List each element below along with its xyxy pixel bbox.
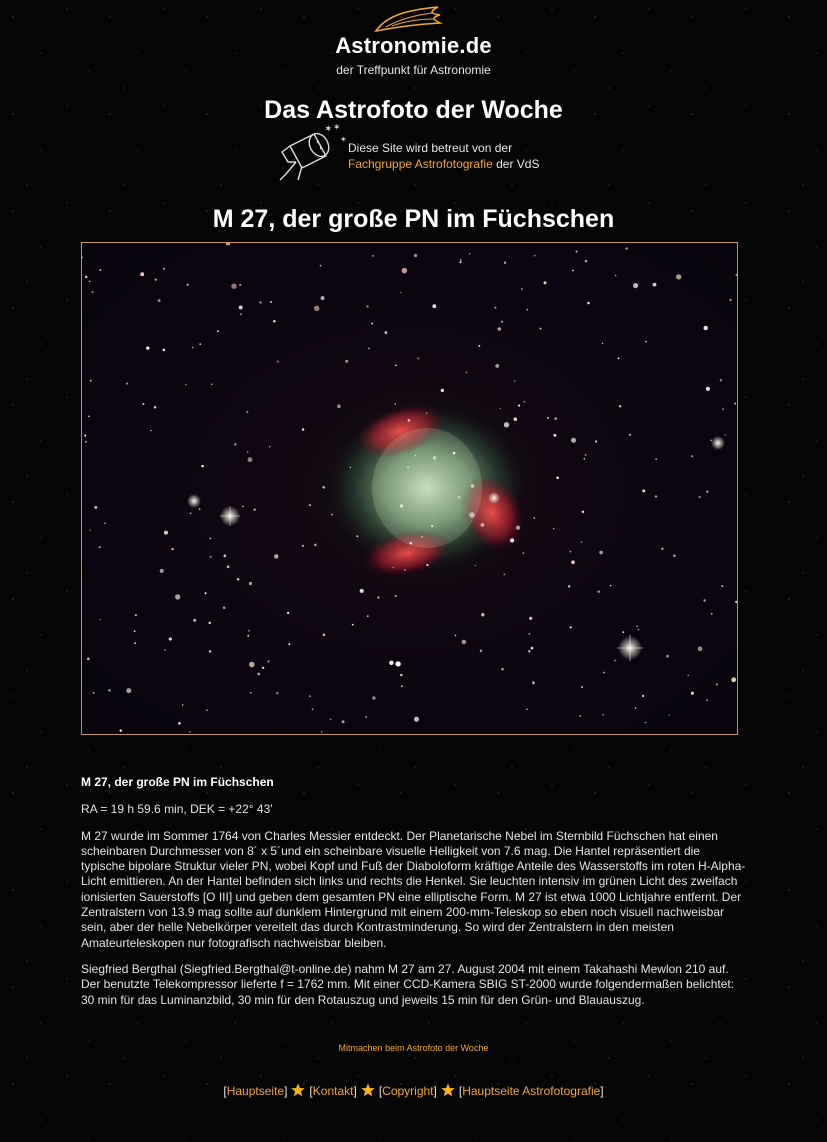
photo-star bbox=[673, 554, 676, 557]
photo-star bbox=[288, 643, 290, 645]
photo-star bbox=[209, 650, 212, 653]
photo-star bbox=[321, 731, 323, 733]
photo-star bbox=[193, 619, 196, 622]
photo-star bbox=[402, 268, 407, 273]
photo-star bbox=[314, 544, 317, 547]
photo-star bbox=[160, 569, 164, 573]
photo-star bbox=[192, 347, 194, 349]
photo-star bbox=[90, 529, 91, 530]
photo-star bbox=[134, 630, 136, 632]
photo-star bbox=[395, 365, 397, 367]
participate-link[interactable]: Mitmachen beim Astrofoto der Woche bbox=[338, 1043, 489, 1053]
photo-star bbox=[94, 506, 97, 509]
photo-star bbox=[540, 328, 542, 330]
photo-star bbox=[568, 585, 570, 587]
photo-star bbox=[655, 458, 657, 460]
photo-star bbox=[372, 255, 374, 257]
photo-star bbox=[614, 660, 616, 662]
photo-star bbox=[514, 417, 518, 421]
photo-star bbox=[433, 456, 436, 459]
star-icon bbox=[291, 1083, 305, 1097]
photo-star bbox=[309, 695, 311, 697]
photo-star bbox=[404, 569, 406, 571]
photo-star bbox=[223, 606, 226, 609]
photo-star bbox=[475, 565, 476, 566]
photo-star bbox=[321, 296, 325, 300]
photo-star bbox=[205, 592, 207, 594]
photo-star bbox=[585, 454, 587, 456]
photo-star bbox=[575, 250, 577, 252]
photo-star bbox=[706, 387, 710, 391]
photo-star bbox=[729, 299, 732, 302]
svg-text:✶: ✶ bbox=[333, 123, 341, 133]
photo-star bbox=[407, 466, 408, 467]
photo-star bbox=[703, 599, 705, 601]
photo-star bbox=[182, 704, 184, 706]
host-prefix: Diese Site wird betreut von der bbox=[348, 141, 513, 155]
photo-star bbox=[400, 504, 403, 507]
article-title: M 27, der große PN im Füchschen bbox=[212, 205, 615, 233]
photo-star bbox=[619, 405, 622, 408]
photo-star bbox=[155, 279, 157, 281]
star-icon bbox=[441, 1083, 455, 1097]
photo-star bbox=[453, 452, 456, 455]
photo-star bbox=[582, 510, 585, 513]
photo-star bbox=[237, 578, 239, 580]
photo-star bbox=[458, 496, 460, 498]
photo-star bbox=[731, 677, 736, 682]
photo-star bbox=[277, 361, 279, 363]
photo-star bbox=[239, 284, 241, 286]
photo-star bbox=[270, 301, 272, 303]
photo-star bbox=[526, 309, 528, 311]
section-title: Das Astrofoto der Woche bbox=[264, 96, 563, 124]
photo-star bbox=[501, 668, 503, 670]
photo-star bbox=[126, 383, 128, 385]
description-paragraph: M 27 wurde im Sommer 1764 von Charles Messier entdeckt. Der Planetarische Nebel im Sternbild Füchschen hat einen scheinbaren Durchmesser von 8´ x 5´und ein scheinbare visuelle Helligkeit von 7.6 mag. Die Hantel repräsentiert die typische bipolare Struktur vieler PN, wobei Kopf und Fuß der Diaboloform kräftige Anteile des Wasserstoffs im roten H-Alpha-Licht emittieren. An der Hantel befinden sich links und rechts die Henkel. Sie leuchten intensiv im grünen Licht des zweifach ionisierten Sauerstoffs [O III] und geben dem gesamten PN eine elliptische Form. M 27 ist etwa 1000 Lichtjahre entfernt. Der Zentralstern von 13.9 mag sollte auf dunklem Hintergrund mit einem 200-mm-Teleskop so eben noch visuell nachweisbar sein, aber der helle Nebelkörper vereitelt das durch Kontrastminderung. So wird der Zentralstern in den meisten Amateurteleskopen nur fotografisch nachweisbar bleiben. bbox=[81, 828, 746, 950]
photo-star bbox=[99, 269, 101, 271]
photo-star bbox=[645, 722, 646, 723]
footer-link-copyright[interactable]: Copyright bbox=[382, 1084, 434, 1098]
photo-star bbox=[716, 683, 719, 686]
photo-star bbox=[146, 346, 149, 349]
photo-star bbox=[234, 443, 236, 445]
photo-star bbox=[514, 380, 516, 382]
photo-star bbox=[337, 404, 341, 408]
photo-star bbox=[242, 506, 244, 508]
photo-star bbox=[524, 401, 526, 403]
photo-star bbox=[629, 434, 631, 436]
photo-star bbox=[720, 379, 722, 381]
photo-star bbox=[175, 594, 180, 599]
photo-star bbox=[676, 274, 681, 279]
photo-star bbox=[330, 719, 332, 721]
photo-star bbox=[602, 714, 603, 715]
photo-star bbox=[85, 441, 87, 443]
photo-star bbox=[603, 672, 605, 674]
photo-star bbox=[395, 595, 397, 597]
photo-star bbox=[571, 438, 576, 443]
photo-star bbox=[158, 299, 161, 302]
photo-star bbox=[414, 717, 419, 722]
photo-star bbox=[169, 637, 172, 640]
photo-star bbox=[415, 455, 416, 456]
photo-star bbox=[504, 422, 509, 427]
photo-star bbox=[209, 538, 211, 540]
host-suffix: der VdS bbox=[492, 157, 540, 171]
site-name[interactable]: Astronomie.de bbox=[335, 33, 492, 58]
photo-star bbox=[189, 731, 191, 733]
photo-star bbox=[247, 451, 249, 453]
photo-star bbox=[669, 714, 670, 715]
photo-star bbox=[276, 692, 278, 694]
photo-star bbox=[135, 614, 137, 616]
photo-star bbox=[480, 523, 484, 527]
photo-star bbox=[518, 405, 520, 407]
photo-star bbox=[201, 465, 204, 468]
photo-star bbox=[602, 343, 603, 344]
photo-star bbox=[253, 508, 255, 510]
photo-star bbox=[163, 349, 166, 352]
photo-star bbox=[248, 457, 253, 462]
photo-star bbox=[384, 331, 387, 334]
photo-star bbox=[104, 522, 105, 523]
photo-star bbox=[331, 514, 333, 516]
photo-star bbox=[460, 259, 462, 261]
credits-paragraph: Siegfried Bergthal (Siegfried.Bergthal@t-online.de) nahm M 27 am 27. August 2004 mit einem Takahashi Mewlon 210 auf. Der benutzte Telekompressor lieferte f = 1762 mm. Mit einer CCD-Kamera SBIG ST-2000 wurde folgendermaßen belichtet: 30 min für das Luminanzbild, 30 min für den Rotauszug und jeweils 15 min für den Grün- und Blauauszug. bbox=[81, 961, 735, 1007]
photo-star bbox=[367, 615, 369, 617]
photo-star bbox=[389, 661, 393, 665]
photo-star bbox=[302, 428, 304, 430]
photo-star bbox=[571, 560, 575, 564]
article-body bbox=[81, 775, 746, 1019]
footer-nav: [Hauptseite] [Kontakt] [Copyright] [Hauptseite Astrofotografie] bbox=[223, 1084, 604, 1098]
photo-star bbox=[666, 655, 669, 658]
photo-star bbox=[88, 415, 90, 417]
photo-star bbox=[211, 384, 213, 386]
photo-star bbox=[469, 253, 470, 254]
photo-star bbox=[441, 389, 444, 392]
photo-star bbox=[82, 257, 83, 259]
photo-star bbox=[503, 574, 505, 576]
photo-star bbox=[371, 323, 373, 325]
photo-star bbox=[164, 649, 165, 650]
photo-star bbox=[199, 508, 201, 510]
photo-star bbox=[269, 446, 270, 447]
photo-star bbox=[510, 538, 514, 542]
photo-star bbox=[471, 484, 475, 488]
photo-star bbox=[410, 542, 412, 544]
photo-star bbox=[417, 357, 419, 359]
photo-star bbox=[529, 617, 532, 620]
photo-star bbox=[584, 458, 586, 460]
photo-star bbox=[724, 434, 725, 435]
photo-star bbox=[312, 709, 314, 711]
photo-star bbox=[655, 495, 657, 497]
photo-star bbox=[178, 722, 181, 725]
caption-title: M 27, der große PN im Füchschen bbox=[81, 775, 274, 789]
photo-star bbox=[495, 364, 499, 368]
photo-star bbox=[309, 504, 311, 506]
photo-star bbox=[185, 384, 187, 386]
photo-star bbox=[721, 585, 723, 587]
photo-star bbox=[534, 255, 536, 257]
photo-star bbox=[186, 284, 188, 286]
photo-star bbox=[89, 281, 91, 283]
photo-star bbox=[273, 320, 276, 323]
photo-star bbox=[87, 658, 90, 661]
photo-star bbox=[190, 513, 192, 515]
photo-star bbox=[622, 631, 624, 633]
footer-link-astrofotografie[interactable]: Hauptseite Astrofotografie bbox=[462, 1084, 601, 1098]
photo-star bbox=[239, 305, 243, 309]
photo-star bbox=[377, 596, 379, 598]
photo-star bbox=[581, 686, 583, 688]
photo-star bbox=[421, 536, 423, 538]
photo-star bbox=[91, 291, 93, 293]
photo-star bbox=[459, 261, 461, 263]
photo-star bbox=[478, 345, 480, 347]
photo-star bbox=[618, 357, 620, 359]
photo-star bbox=[522, 552, 524, 554]
footer-link-home[interactable]: Hauptseite bbox=[226, 1084, 285, 1098]
photo-star bbox=[142, 403, 144, 405]
photo-star bbox=[426, 564, 428, 566]
photo-star bbox=[735, 601, 737, 603]
photo-star bbox=[249, 582, 252, 585]
photo-star bbox=[395, 403, 397, 405]
photo-star bbox=[250, 692, 252, 694]
photo-star bbox=[368, 348, 370, 350]
star-icon bbox=[361, 1083, 375, 1097]
photo-star bbox=[645, 341, 647, 343]
photo-star bbox=[85, 276, 87, 278]
photo-star bbox=[595, 440, 597, 442]
photo-star bbox=[249, 662, 255, 668]
photo-star bbox=[224, 555, 227, 558]
photo-star bbox=[154, 406, 156, 408]
photo-star bbox=[134, 642, 136, 644]
astrophoto-m27 bbox=[81, 242, 738, 735]
photo-star bbox=[163, 268, 165, 270]
photo-star bbox=[599, 551, 603, 555]
photo-star bbox=[320, 265, 322, 267]
photo-star bbox=[217, 330, 219, 332]
photo-star bbox=[227, 566, 230, 569]
photo-star bbox=[521, 288, 523, 290]
photo-star bbox=[615, 275, 617, 277]
photo-star bbox=[572, 270, 574, 272]
photo-star bbox=[432, 304, 436, 308]
photo-star bbox=[210, 556, 212, 558]
photo-star bbox=[392, 567, 393, 568]
photo-star bbox=[247, 635, 249, 637]
photo-star bbox=[516, 526, 520, 530]
photo-star bbox=[150, 430, 152, 432]
photo-star bbox=[504, 262, 506, 264]
site-tagline: der Treffpunkt für Astronomie bbox=[336, 63, 491, 77]
photo-star bbox=[164, 531, 168, 535]
photo-star bbox=[469, 512, 474, 517]
photo-star bbox=[691, 692, 694, 695]
photo-star bbox=[635, 707, 637, 709]
comet-logo-icon[interactable] bbox=[372, 4, 444, 34]
photo-star bbox=[711, 613, 713, 615]
photo-star bbox=[274, 554, 278, 558]
svg-text:✶: ✶ bbox=[340, 135, 347, 144]
photo-star bbox=[350, 467, 352, 469]
photo-star bbox=[302, 545, 304, 547]
photo-star bbox=[366, 305, 368, 307]
photo-star bbox=[426, 412, 428, 414]
photo-star bbox=[314, 306, 320, 312]
photo-star bbox=[240, 313, 242, 315]
photo-star bbox=[140, 272, 144, 276]
photo-star bbox=[587, 302, 590, 305]
photo-star bbox=[633, 283, 638, 288]
photo-star bbox=[267, 660, 269, 662]
photo-star bbox=[480, 650, 483, 653]
photo-star bbox=[99, 546, 101, 548]
photo-star bbox=[636, 626, 638, 628]
photo-star bbox=[481, 613, 484, 616]
photo-star bbox=[108, 689, 111, 692]
photo-star bbox=[556, 476, 559, 479]
photo-star bbox=[547, 417, 549, 419]
photo-star bbox=[570, 626, 572, 628]
photo-star bbox=[581, 541, 583, 543]
photo-star bbox=[323, 634, 326, 637]
photo-star bbox=[642, 695, 644, 697]
photo-star bbox=[431, 525, 433, 527]
svg-text:✶: ✶ bbox=[324, 124, 333, 135]
photo-star bbox=[501, 321, 503, 323]
photo-star bbox=[126, 688, 131, 693]
photo-star bbox=[246, 411, 248, 413]
photo-star bbox=[585, 260, 588, 263]
photo-star bbox=[698, 646, 703, 651]
photo-star bbox=[734, 403, 736, 405]
photo-star bbox=[199, 343, 201, 345]
photo-star bbox=[736, 274, 737, 276]
photo-star bbox=[395, 661, 400, 666]
photo-star bbox=[365, 716, 367, 718]
photo-star bbox=[555, 417, 557, 419]
photo-star bbox=[466, 371, 468, 373]
photo-star bbox=[345, 360, 348, 363]
photo-star bbox=[528, 633, 530, 635]
photo-star bbox=[528, 650, 531, 653]
photo-star bbox=[226, 243, 231, 245]
fachgruppe-link[interactable]: Fachgruppe Astrofotografie bbox=[348, 157, 493, 171]
photo-star bbox=[259, 301, 261, 303]
photo-star bbox=[206, 709, 208, 711]
photo-star bbox=[262, 667, 264, 669]
host-info bbox=[348, 140, 539, 172]
photo-star bbox=[360, 589, 364, 593]
photo-star bbox=[93, 692, 95, 694]
photo-star bbox=[322, 486, 324, 488]
photo-star bbox=[352, 624, 354, 626]
photo-star bbox=[543, 281, 546, 284]
photo-star bbox=[287, 612, 289, 614]
photo-star bbox=[171, 548, 173, 550]
photo-star bbox=[610, 585, 612, 587]
photo-star bbox=[642, 489, 645, 492]
photo-star bbox=[119, 729, 121, 731]
photo-star bbox=[532, 681, 535, 684]
photo-star bbox=[90, 380, 92, 382]
photo-star bbox=[570, 551, 572, 553]
photo-star bbox=[462, 640, 467, 645]
photo-star bbox=[494, 307, 496, 309]
photo-star bbox=[722, 408, 724, 410]
photo-star bbox=[100, 619, 101, 620]
photo-star bbox=[691, 455, 693, 457]
footer-link-contact[interactable]: Kontakt bbox=[312, 1084, 354, 1098]
photo-star bbox=[638, 628, 640, 630]
telescope-icon bbox=[268, 122, 348, 184]
photo-star bbox=[533, 517, 535, 519]
photo-star bbox=[401, 685, 403, 687]
photo-star bbox=[703, 326, 708, 331]
photo-star bbox=[687, 675, 689, 677]
photo-star bbox=[498, 327, 502, 331]
photo-star bbox=[554, 434, 557, 437]
photo-star bbox=[531, 647, 534, 650]
photo-star bbox=[553, 528, 555, 530]
photo-star bbox=[500, 408, 501, 409]
coordinates: RA = 19 h 59.6 min, DEK = +22° 43' bbox=[81, 802, 273, 817]
photo-star bbox=[342, 720, 345, 723]
photo-star bbox=[248, 630, 250, 632]
photo-star bbox=[372, 696, 375, 699]
photo-star bbox=[414, 254, 417, 257]
photo-star bbox=[400, 674, 402, 676]
photo-star bbox=[208, 622, 211, 625]
photo-star bbox=[526, 709, 528, 711]
photo-star bbox=[699, 496, 701, 498]
photo-star bbox=[706, 699, 708, 701]
photo-star bbox=[356, 535, 358, 537]
photo-star bbox=[455, 635, 457, 637]
photo-star bbox=[231, 283, 236, 288]
photo-star bbox=[626, 247, 628, 249]
photo-star bbox=[598, 591, 600, 593]
photo-star bbox=[84, 435, 86, 437]
photo-star bbox=[400, 292, 401, 293]
photo-star bbox=[661, 548, 663, 550]
photo-star bbox=[706, 490, 708, 492]
photo-star bbox=[408, 419, 411, 422]
photo-star bbox=[579, 715, 581, 717]
photo-star bbox=[653, 283, 657, 287]
photo-star bbox=[257, 673, 260, 676]
